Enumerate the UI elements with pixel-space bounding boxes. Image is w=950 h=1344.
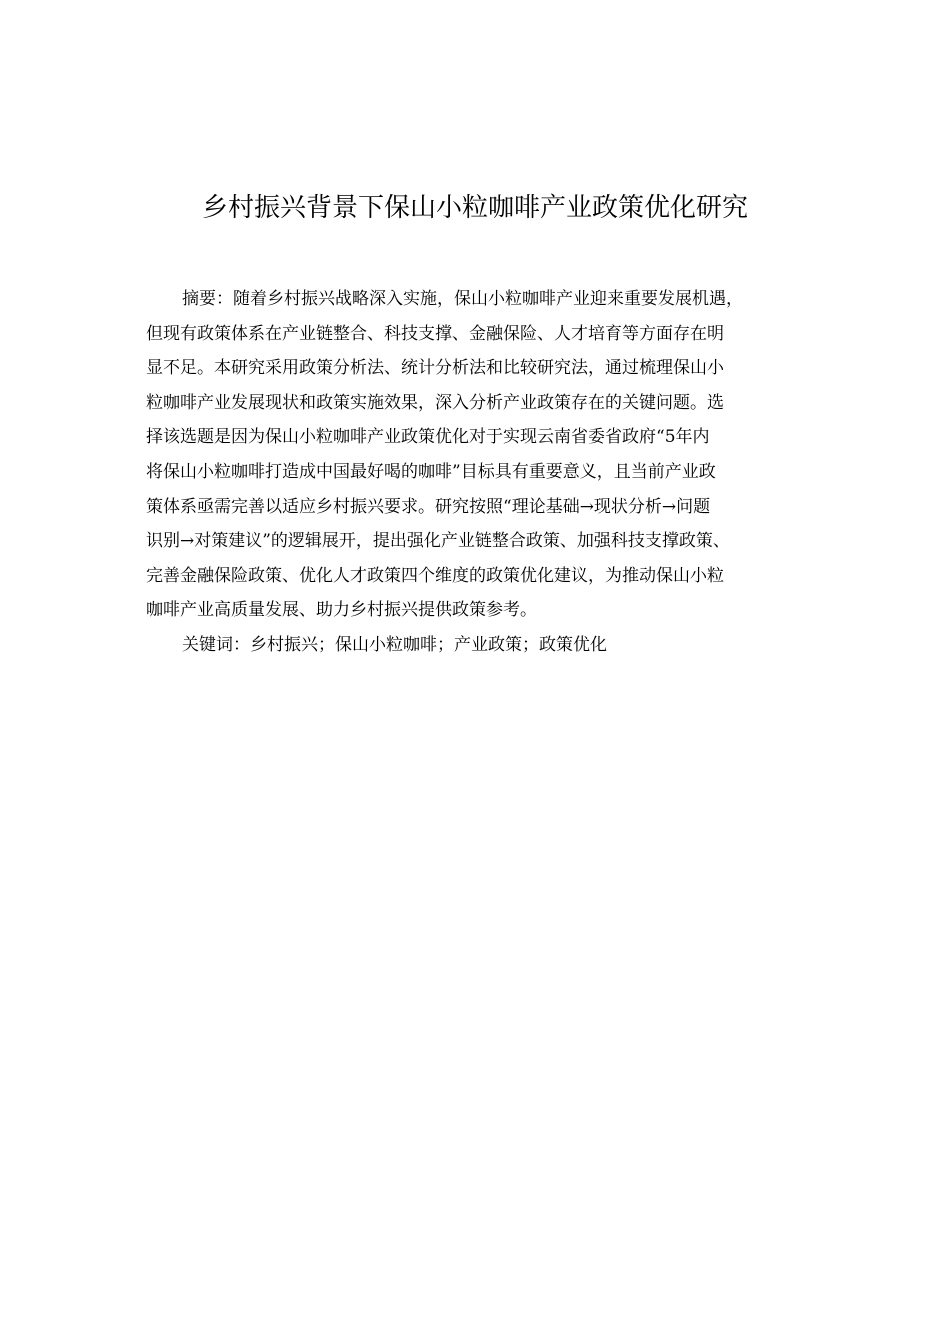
- keywords-text: 乡村振兴；保山小粒咖啡；产业政策；政策优化: [250, 634, 607, 655]
- abstract-line-7: 策体系亟需完善以适应乡村振兴要求。研究按照“理论基础→现状分析→问题: [146, 496, 711, 517]
- abstract-line-1: [146, 282, 826, 317]
- abstract-line-6: 将保山小粒咖啡打造成中国最好喝的咖啡”目标具有重要意义，且当前产业政: [146, 461, 716, 482]
- abstract-section: [146, 282, 826, 663]
- abstract-line-5: 择该选题是因为保山小粒咖啡产业政策优化对于实现云南省委省政府“5年内: [146, 427, 710, 448]
- abstract-line-10: 咖啡产业高质量发展、助力乡村振兴提供政策参考。: [146, 600, 537, 621]
- paper-title: 乡村振兴背景下保山小粒咖啡产业政策优化研究: [201, 193, 748, 223]
- abstract-line-8: 识别→对策建议”的逻辑展开，提出强化产业链整合政策、加强科技支撑政策、: [146, 531, 730, 552]
- abstract-label: 摘要：: [182, 289, 233, 309]
- abstract-line-2: 但现有政策体系在产业链整合、科技支撑、金融保险、人才培育等方面存在明: [146, 323, 724, 344]
- abstract-line-9: 完善金融保险政策、优化人才政策四个维度的政策优化建议，为推动保山小粒: [146, 565, 724, 586]
- keywords-line: [146, 628, 826, 663]
- abstract-text: 随着乡村振兴战略深入实施，保山小粒咖啡产业迎来重要发展机遇，: [233, 289, 743, 309]
- keywords-label: 关键词：: [182, 634, 250, 655]
- abstract-line-4: 粒咖啡产业发展现状和政策实施效果，深入分析产业政策存在的关键问题。选: [146, 392, 724, 413]
- abstract-line-3: 显不足。本研究采用政策分析法、统计分析法和比较研究法，通过梳理保山小: [146, 358, 724, 379]
